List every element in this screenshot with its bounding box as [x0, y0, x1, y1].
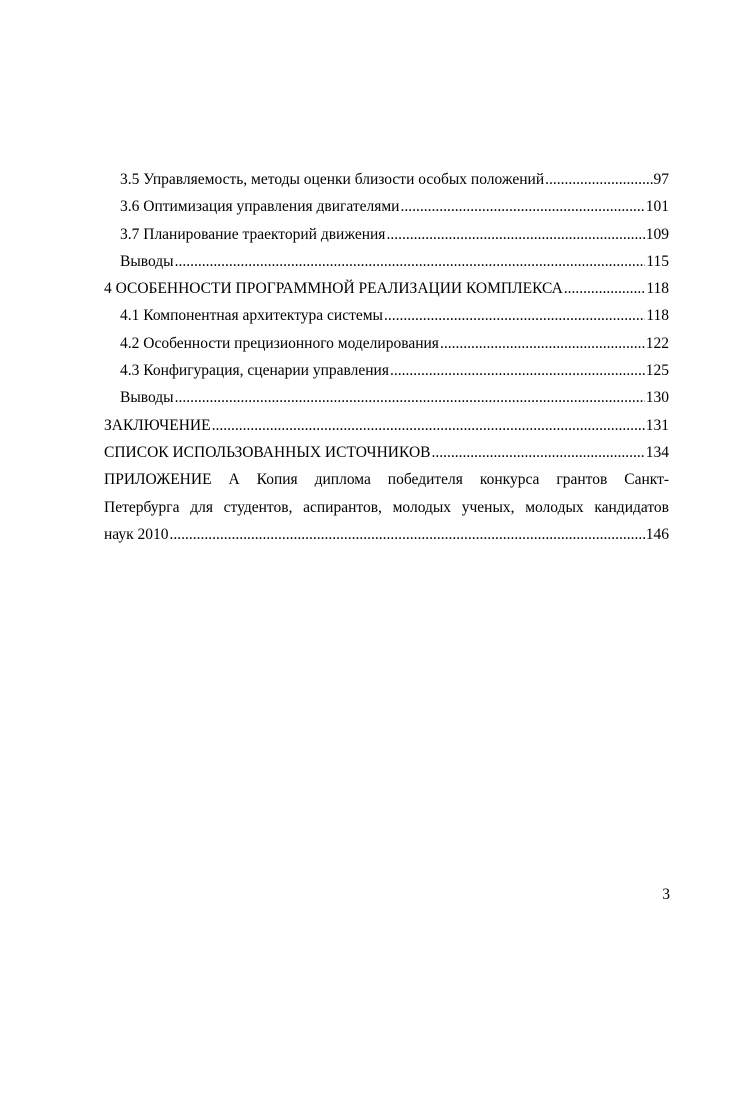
toc-dot-leader — [390, 357, 645, 384]
toc-entry-title: СПИСОК ИСПОЛЬЗОВАННЫХ ИСТОЧНИКОВ — [104, 443, 431, 461]
toc-entry — [104, 248, 669, 275]
toc-entry — [104, 330, 669, 357]
toc-entry — [104, 275, 669, 302]
toc-dot-leader — [175, 384, 645, 411]
toc-entry-page: 101 — [645, 198, 669, 216]
toc-dot-leader — [440, 330, 645, 357]
toc-entry-page: 109 — [645, 225, 669, 243]
toc-dot-leader — [431, 439, 644, 466]
appendix-title-line-3 — [104, 521, 669, 548]
toc-dot-leader — [175, 248, 646, 275]
toc-entry-page: 118 — [646, 307, 669, 325]
toc-entry-page: 131 — [645, 416, 669, 434]
toc-entry-page: 146 — [645, 525, 669, 543]
toc-dot-leader — [545, 166, 652, 193]
page-number: 3 — [662, 886, 670, 903]
toc-entry — [104, 193, 669, 220]
toc-entry — [104, 384, 669, 411]
toc-entry-title: 4.3 Конфигурация, сценарии управления — [120, 362, 389, 380]
toc-entry-page: 115 — [646, 252, 669, 270]
table-of-contents — [104, 166, 669, 548]
toc-entry-title: 4.2 Особенности прецизионного моделирования — [120, 334, 439, 352]
toc-entry-title: наук 2010 — [104, 525, 169, 543]
toc-dot-leader — [400, 193, 644, 220]
toc-dot-leader — [564, 275, 646, 302]
toc-entry — [104, 302, 669, 329]
appendix-title-line-1: ПРИЛОЖЕНИЕ А Копия диплома победителя конкурса грантов Санкт- — [104, 471, 669, 489]
toc-entry-title: 4.1 Компонентная архитектура системы — [120, 307, 383, 325]
toc-entry-page: 122 — [645, 334, 669, 352]
toc-entry-title: Выводы — [120, 252, 174, 270]
toc-entry-title: 3.6 Оптимизация управления двигателями — [120, 198, 400, 216]
toc-dot-leader — [170, 521, 645, 548]
toc-entry-appendix — [104, 466, 669, 548]
toc-entry — [104, 439, 669, 466]
toc-entry — [104, 166, 669, 193]
toc-entry-page: 97 — [653, 171, 669, 188]
toc-dot-leader — [384, 302, 645, 329]
toc-entry-title: 3.7 Планирование траекторий движения — [120, 225, 386, 243]
toc-entry-page: 125 — [645, 362, 669, 380]
toc-entry-title: 3.5 Управляемость, методы оценки близости особых положений — [120, 171, 545, 188]
toc-entry-page: 118 — [646, 280, 669, 298]
toc-entry-title: 4 ОСОБЕННОСТИ ПРОГРАММНОЙ РЕАЛИЗАЦИИ КОМПЛЕКСА — [104, 280, 563, 298]
toc-entry — [104, 221, 669, 248]
toc-entry-page: 130 — [645, 389, 669, 407]
toc-entry-title: Выводы — [120, 389, 174, 407]
toc-dot-leader — [386, 221, 644, 248]
toc-entry-page: 134 — [645, 443, 669, 461]
toc-dot-leader — [212, 412, 645, 439]
toc-entry-title: ЗАКЛЮЧЕНИЕ — [104, 416, 211, 434]
appendix-title-line-2: Петербурга для студентов, аспирантов, молодых ученых, молодых кандидатов — [104, 498, 669, 516]
toc-entry — [104, 412, 669, 439]
toc-entry — [104, 357, 669, 384]
